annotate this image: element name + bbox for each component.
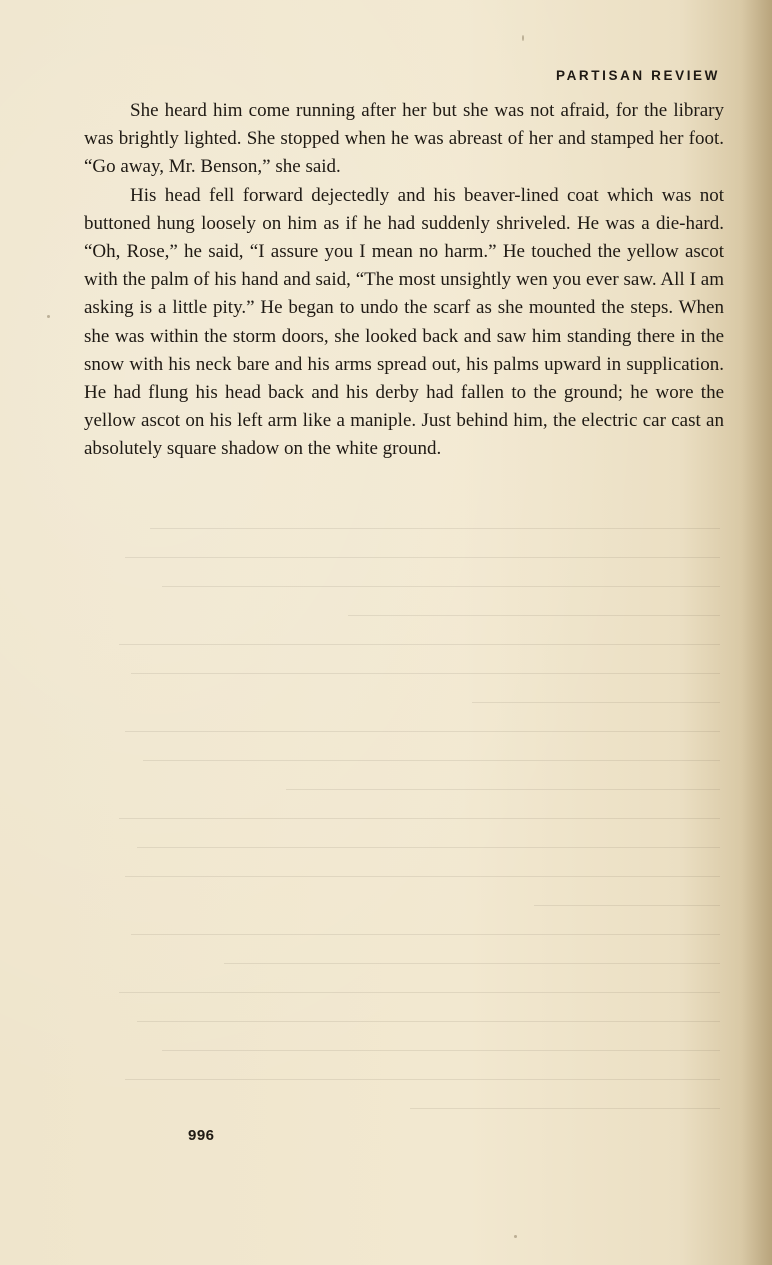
show-through-lines xyxy=(100,500,720,1109)
page-number: 996 xyxy=(188,1127,215,1144)
body-text xyxy=(84,97,724,464)
speck-mark xyxy=(47,315,50,318)
running-head: PARTISAN REVIEW xyxy=(555,68,720,83)
paragraph: His head fell forward dejectedly and his beaver-lined coat which was not buttoned hung loosely on him as if he had suddenly shriveled. He was a die-hard. “Oh, Rose,” he said, “I assure you I mean no harm.” He touched the yellow ascot with the palm of his hand and said, “The most unsightly wen you ever saw. All I am asking is a little pity.” He began to undo the scarf as she mounted the steps. When she was within the storm doors, she looked back and saw him standing there in the snow with his neck bare and his arms spread out, his palms upward in supplication. He had flung his head back and his derby had fallen to the ground; he wore the yellow ascot on his left arm like a maniple. Just behind him, the electric car cast an absolutely square shadow on the white ground. xyxy=(84,184,724,460)
paragraph: She heard him come running after her but she was not afraid, for the library was brightly lighted. She stopped when he was abreast of her and stamped her foot. “Go away, Mr. Benson,” she said. xyxy=(84,100,724,178)
speck-mark xyxy=(522,35,524,41)
speck-mark xyxy=(514,1235,517,1238)
